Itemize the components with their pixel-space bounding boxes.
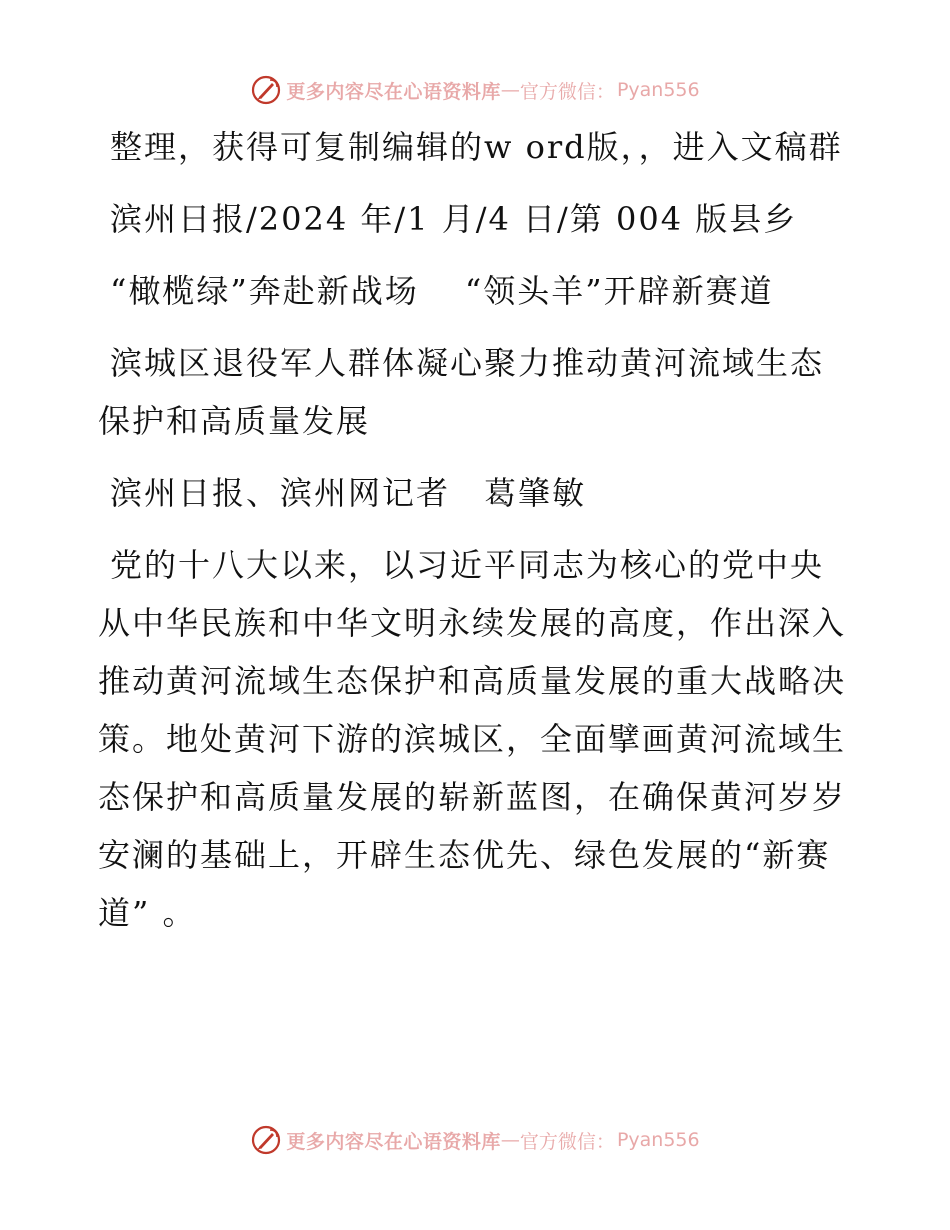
footer-watermark-banner xyxy=(0,1120,950,1160)
paragraph-intro-text: 整理，获得可复制编辑的w ord版，，进入文稿群 xyxy=(110,128,843,166)
paragraph-byline-text: 滨州日报、滨州网记者 葛肇敏 xyxy=(110,474,587,512)
header-watermark-banner xyxy=(0,70,950,110)
paragraph-source xyxy=(98,190,850,248)
quill-pen-logo-icon xyxy=(250,1124,282,1156)
paragraph-body xyxy=(98,536,850,942)
banner-inner xyxy=(250,1124,699,1156)
banner-official-label: 官方微信： xyxy=(519,1130,615,1153)
banner-inner xyxy=(250,74,699,106)
paragraph-headline xyxy=(98,262,850,320)
paragraph-source-text: 滨州日报/2024 年/1 月/4 日/第 004 版县乡 xyxy=(110,200,798,238)
paragraph-intro xyxy=(98,118,850,176)
paragraph-headline-text: “橄榄绿”奔赴新战场 “领头羊”开辟新赛道 xyxy=(110,272,774,310)
paragraph-subheadline-text: 滨城区退役军人群体凝心聚力推动黄河流域生态保护和高质量发展 xyxy=(98,344,825,440)
banner-main-text: 更多内容尽在心语资料库 xyxy=(286,1130,501,1153)
paragraph-byline xyxy=(98,464,850,522)
banner-official-label: 官方微信： xyxy=(519,80,615,103)
banner-wechat-id: Pyan556 xyxy=(616,1129,700,1151)
banner-main-text: 更多内容尽在心语资料库 xyxy=(286,80,501,103)
paragraph-subheadline xyxy=(98,334,850,450)
quill-pen-logo-icon xyxy=(250,74,282,106)
banner-wechat-id: Pyan556 xyxy=(616,79,700,101)
document-body xyxy=(98,118,850,956)
paragraph-body-text: 党的十八大以来，以习近平同志为核心的党中央从中华民族和中华文明永续发展的高度，作出深入推动黄河流域生态保护和高质量发展的重大战略决策。地处黄河下游的滨城区，全面擘画黄河流域生态保护和高质量发展的崭新蓝图，在确保黄河岁岁安澜的基础上，开辟生态优先、绿色发展的“新赛道” 。 xyxy=(98,546,847,932)
banner-dash: — xyxy=(500,1129,520,1151)
banner-dash: — xyxy=(500,79,520,101)
